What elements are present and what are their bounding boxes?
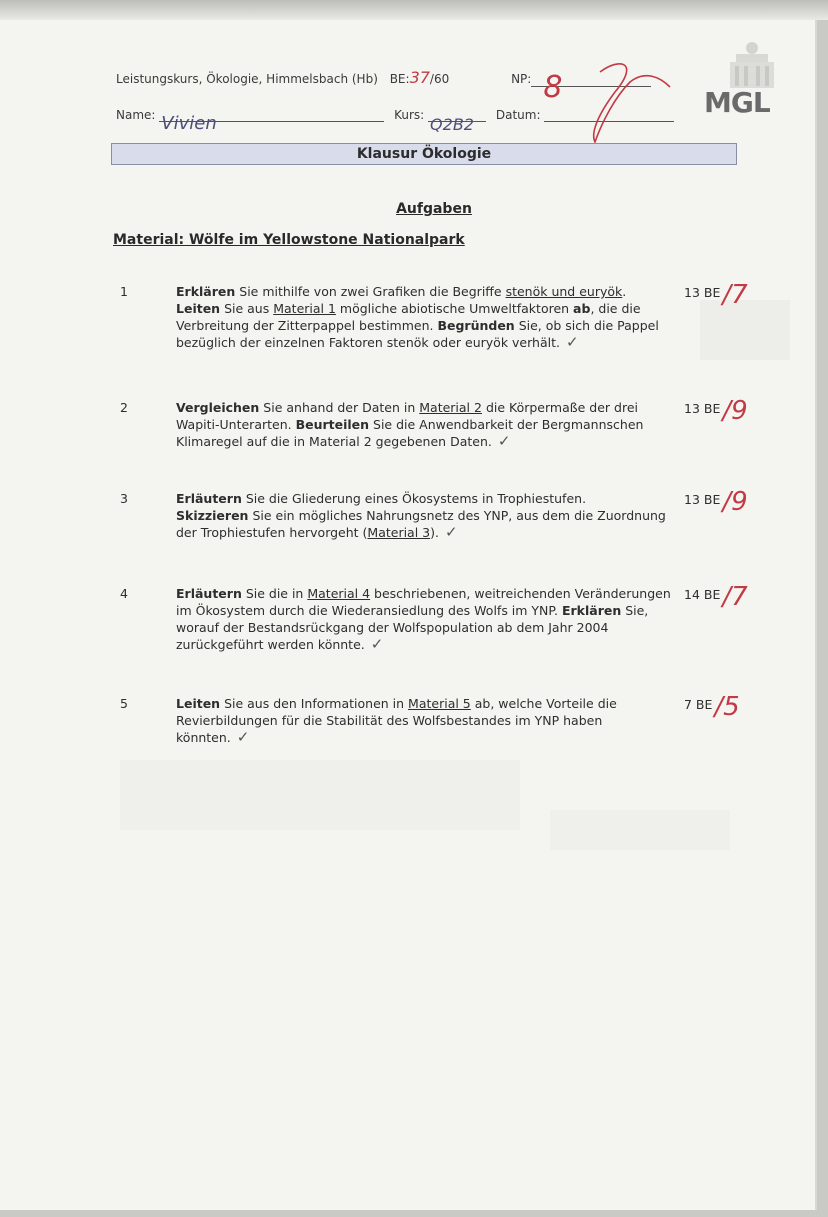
task-text: Erläutern Sie die in Material 4 beschriebenen, weitreichenden Veränderungen im Ökosystem durch die Wiederansiedlung des Wolfs im YNP. Erklären Sie, worauf der Bestandsrückgang der Wolfspopulation ab dem Jahr 2004 zurückgeführt werden könnte. ✓	[176, 586, 671, 653]
task-text: Vergleichen Sie anhand der Daten in Material 2 die Körpermaße der drei Wapiti-Unterarten. Beurteilen Sie die Anwendbarkeit der Bergmannschen Klimaregel auf die in Material 2 gegebenen Daten. ✓	[176, 400, 644, 450]
kurs-label: Kurs:	[394, 108, 425, 122]
teacher-signature	[560, 52, 680, 152]
task-score: /9	[722, 396, 748, 426]
exam-title: Klausur Ökologie	[111, 143, 737, 165]
name-label: Name:	[116, 108, 156, 122]
task-number: 4	[120, 586, 128, 601]
task-score: /7	[722, 280, 748, 310]
school-logo: MGL	[704, 86, 770, 119]
kurs-value: Q2B2	[430, 115, 474, 134]
task-text: Erläutern Sie die Gliederung eines Ökosystems in Trophiestufen. Skizzieren Sie ein mögliches Nahrungsnetz des YNP, aus dem die Zuordnung der Trophiestufen hervorgeht (Material 3). ✓	[176, 491, 666, 541]
check-mark: ✓	[444, 523, 458, 541]
task-text: Leiten Sie aus den Informationen in Material 5 ab, welche Vorteile die Revierbildungen für die Stabilität des Wolfsbestandes im YNP haben könnten. ✓	[176, 696, 617, 746]
np-value: 8	[543, 70, 563, 105]
task-score: /7	[722, 582, 748, 612]
course-label: Leistungskurs, Ökologie, Himmelsbach (Hb)	[116, 72, 378, 86]
task-points: 7 BE/5	[684, 692, 740, 722]
task-number: 5	[120, 696, 128, 711]
section-heading: Aufgaben	[396, 201, 472, 217]
task-points: 13 BE/9	[684, 396, 748, 426]
task-number: 3	[120, 491, 128, 506]
task-points: 13 BE/9	[684, 487, 748, 517]
check-mark: ✓	[497, 432, 511, 450]
task-points: 13 BE/7	[684, 280, 748, 310]
task-score: /9	[722, 487, 748, 517]
check-mark: ✓	[565, 333, 579, 351]
material-heading: Material: Wölfe im Yellowstone Nationalpark	[113, 232, 465, 248]
be-label: BE:	[389, 72, 410, 86]
task-number: 2	[120, 400, 128, 415]
school-building-icon	[722, 40, 782, 88]
be-score: 37	[409, 68, 430, 87]
name-value: Vivien	[161, 113, 217, 134]
np-label: NP:	[511, 72, 532, 86]
task-text: Erklären Sie mithilfe von zwei Grafiken die Begriffe stenök und euryök. Leiten Sie aus Material 1 mögliche abiotische Umweltfaktoren ab, die die Verbreitung der Zitterpappel bestimmen. Begründen Sie, ob sich die Pappel bezüglich der einzelnen Faktoren stenök oder euryök verhält. ✓	[176, 284, 659, 351]
check-mark: ✓	[236, 728, 250, 746]
datum-label: Datum:	[495, 108, 541, 122]
be-total: /60	[429, 72, 450, 86]
check-mark: ✓	[370, 635, 384, 653]
task-points: 14 BE/7	[684, 582, 748, 612]
scan-top-edge	[0, 0, 828, 20]
task-number: 1	[120, 284, 128, 299]
task-score: /5	[714, 692, 740, 722]
bleed-through-block	[120, 760, 520, 830]
bleed-through-block	[550, 810, 730, 850]
